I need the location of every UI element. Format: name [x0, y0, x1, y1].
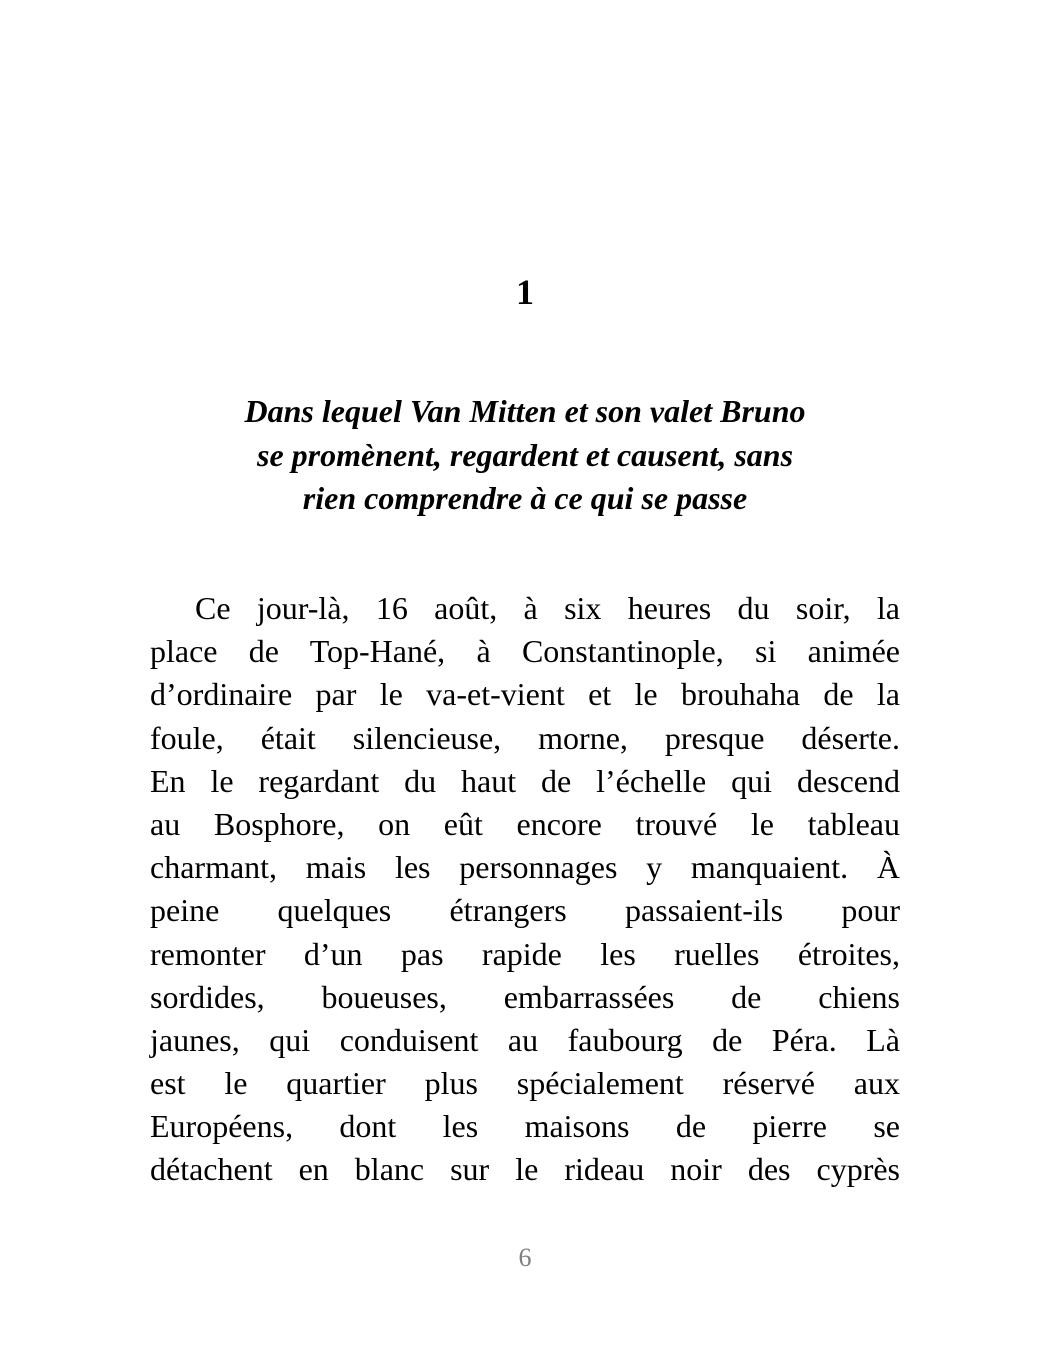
text-line: détachent en blanc sur le rideau noir des cyprès	[150, 1151, 900, 1188]
text-line: peine quelques étrangers passaient-ils pour	[150, 892, 900, 929]
chapter-number: 1	[516, 272, 534, 312]
text-line: d’ordinaire par le va-et-vient et le brouhaha de la	[150, 676, 900, 713]
text-line: sordides, boueuses, embarrassées de chiens	[150, 978, 900, 1015]
text-line: charmant, mais les personnages y manquaient. À	[150, 849, 900, 886]
chapter-title-line: Dans lequel Van Mitten et son valet Bruno	[244, 393, 806, 429]
body-paragraph	[150, 587, 900, 1192]
text-line: foule, était silencieuse, morne, presque déserte.	[150, 719, 900, 756]
text-line: Ce jour-là, 16 août, à six heures du soir, la	[195, 590, 900, 626]
text-line: En le regardant du haut de l’échelle qui descend	[150, 762, 900, 799]
text-line: remonter d’un pas rapide les ruelles étroites,	[150, 935, 900, 972]
text-line: est le quartier plus spécialement réservé aux	[150, 1065, 900, 1102]
text-line: jaunes, qui conduisent au faubourg de Péra. Là	[150, 1021, 900, 1058]
text-line: au Bosphore, on eût encore trouvé le tableau	[150, 805, 900, 842]
page-number: 6	[518, 1243, 532, 1272]
chapter-title	[150, 390, 900, 521]
text-line: Européens, dont les maisons de pierre se	[150, 1108, 900, 1145]
chapter-title-line: se promènent, regardent et causent, sans	[256, 436, 794, 473]
text-line: place de Top-Hané, à Constantinople, si animée	[150, 633, 900, 670]
chapter-title-line: rien comprendre à ce qui se passe	[302, 480, 748, 516]
